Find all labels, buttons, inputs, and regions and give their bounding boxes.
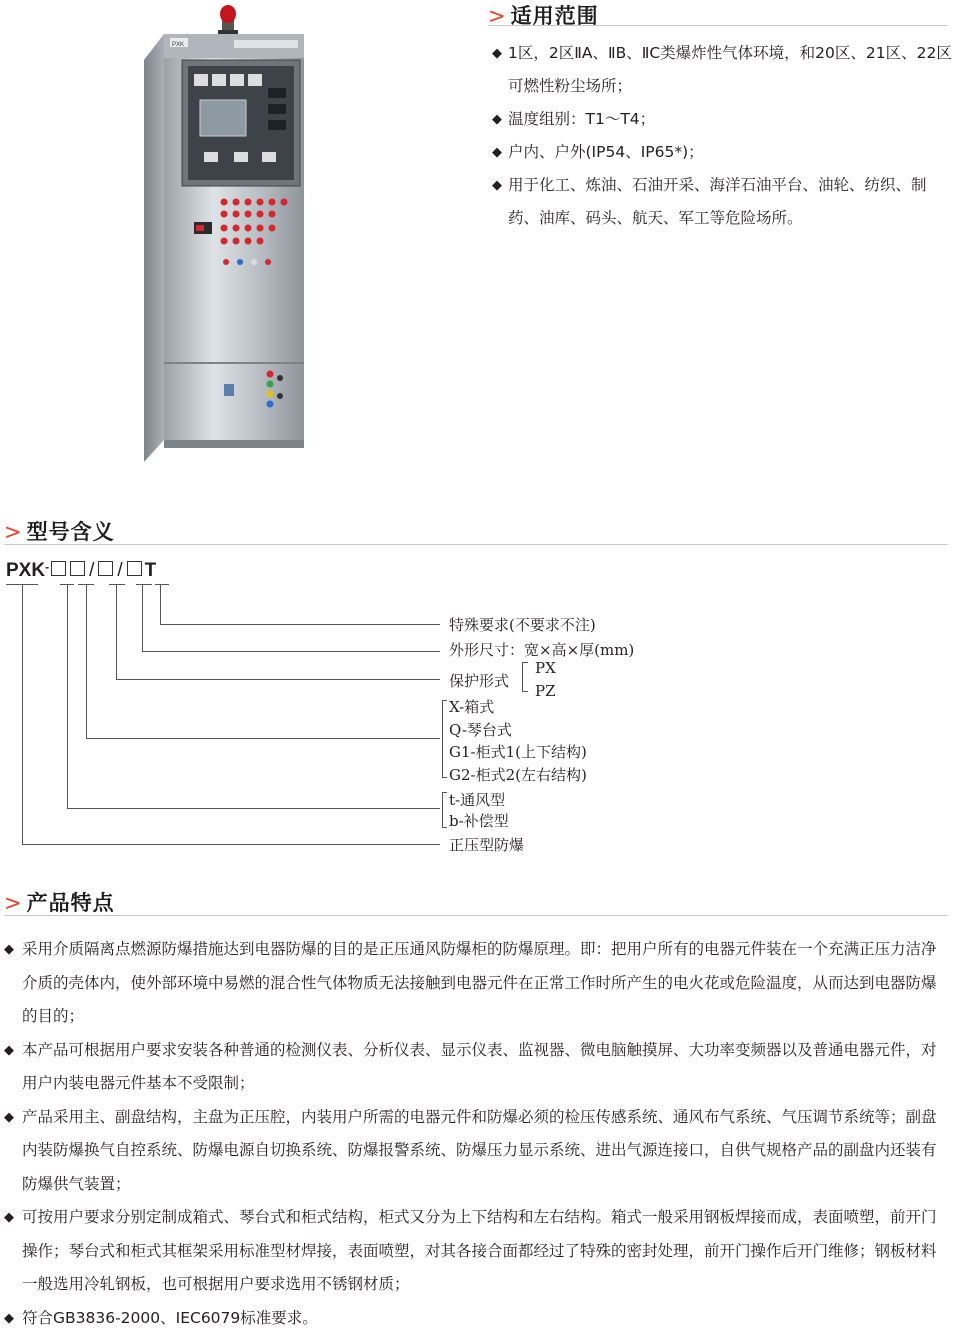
chevron-icon: > [488, 4, 507, 28]
leader-line [22, 584, 23, 845]
label-b: b-补偿型 [449, 810, 509, 831]
feature-item: ◆ 产品采用主、副盘结构，主盘为正压腔，内装用户所需的电器元件和防爆必须的检压传感系统、通风布气系统、气压调节系统等；副盘内装防爆换气自控系统、防爆电源自切换系统、防爆报警系统、防爆压力显示系统、进出气源连接口，自供气规格产品的副盘内还装有防爆供气装置； [4, 1101, 950, 1202]
label-special: 特殊要求(不要求不注) [449, 614, 596, 635]
model-heading: > 型号含义 [4, 516, 115, 546]
leader-line [116, 679, 440, 680]
label-pz: PZ [535, 682, 556, 700]
bracket [442, 827, 447, 828]
code-underline [155, 584, 169, 585]
label-g2: G2-柜式2(左右结构) [449, 764, 587, 785]
features-list [4, 933, 950, 1335]
leader-line [86, 738, 440, 739]
scope-item: ◆ 温度组别：T1～T4； [492, 103, 952, 136]
bracket [442, 700, 447, 701]
leader-line [142, 651, 440, 652]
chevron-icon: > [4, 891, 23, 915]
bracket [522, 662, 528, 663]
bracket [442, 777, 447, 778]
label-x: X-箱式 [449, 696, 494, 717]
leader-line [86, 584, 87, 739]
features-rule [4, 915, 948, 916]
feature-item: ◆ 符合GB3836-2000、IEC6079标准要求。 [4, 1302, 950, 1335]
leader-line [142, 584, 143, 652]
leader-line [116, 584, 117, 680]
label-protection: 保护形式 [449, 670, 509, 691]
bracket [522, 691, 528, 692]
scope-rule [488, 25, 948, 26]
scope-item: ◆ 1区，2区ⅡA、ⅡB、ⅡC类爆炸性气体环境，和20区、21区、22区可燃性粉尘场所； [492, 37, 952, 103]
leader-line [67, 584, 68, 809]
leader-line [160, 624, 440, 625]
code-underline [109, 584, 125, 585]
scope-heading: > 适用范围 [488, 0, 599, 30]
bracket [442, 700, 443, 778]
bracket [442, 792, 443, 828]
label-px: PX [535, 659, 556, 677]
model-code-prefix: PXK [6, 560, 45, 581]
label-g1: G1-柜式1(上下结构) [449, 741, 587, 762]
label-q: Q-琴台式 [449, 719, 512, 740]
features-heading: > 产品特点 [4, 887, 115, 917]
cabinet-photo [138, 0, 318, 470]
bracket [522, 662, 523, 692]
model-code: PXK- / / T [6, 560, 156, 582]
leader-line [160, 584, 161, 625]
cabinet-plate-text: PXK [172, 42, 184, 48]
model-rule [4, 544, 948, 545]
label-base: 正压型防爆 [449, 834, 524, 855]
feature-item: ◆ 可按用户要求分别定制成箱式、琴台式和柜式结构，柜式又分为上下结构和左右结构。箱式一般采用钢板焊接而成，表面喷塑，前开门操作；琴台式和柜式其框架采用标准型材焊接，表面喷塑，对其各接合面都经过了特殊的密封处理，前开门操作后开门维修；钢板材料一般选用冷轧钢板，也可根据用户要求选用不锈钢材质； [4, 1201, 950, 1302]
code-underline [136, 584, 152, 585]
label-size: 外形尺寸：宽×高×厚(mm) [449, 639, 634, 660]
scope-item: ◆ 户内、户外(IP54、IP65*)； [492, 136, 952, 169]
scope-list [492, 37, 952, 235]
leader-line [22, 844, 440, 845]
chevron-icon: > [4, 520, 23, 544]
bracket [442, 792, 447, 793]
leader-line [67, 808, 440, 809]
feature-item: ◆ 本产品可根据用户要求安装各种普通的检测仪表、分析仪表、显示仪表、监视器、微电脑触摸屏、大功率变频器以及普通电器元件，对用户内装电器元件基本不受限制； [4, 1034, 950, 1101]
model-code-suffix: T [145, 560, 157, 581]
feature-item: ◆ 采用介质隔离点燃源防爆措施达到电器防爆的目的是正压通风防爆柜的防爆原理。即：把用户所有的电器元件装在一个充满正压力洁净介质的壳体内，使外部环境中易燃的混合性气体物质无法接触到电器元件在正常工作时所产生的电火花或危险温度，从而达到电器防爆的目的； [4, 933, 950, 1034]
scope-item: ◆ 用于化工、炼油、石油开采、海洋石油平台、油轮、纺织、制药、油库、码头、航天、军工等危险场所。 [492, 169, 952, 235]
label-t: t-通风型 [449, 789, 505, 810]
